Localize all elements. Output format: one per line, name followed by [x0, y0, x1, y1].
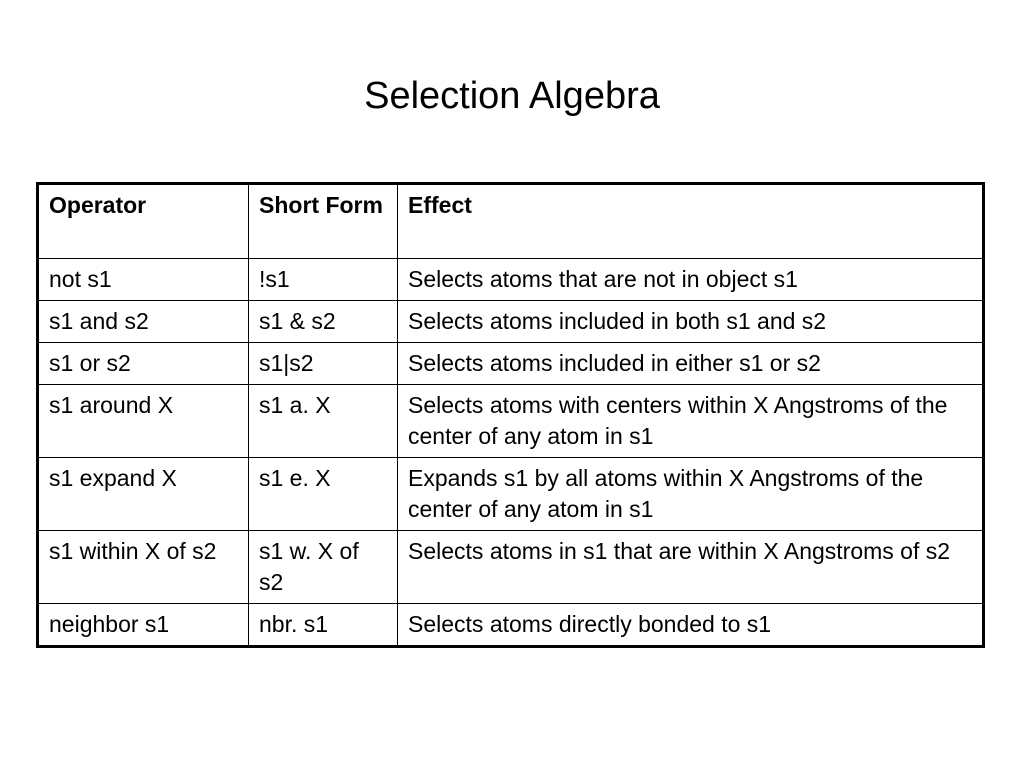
cell-operator: s1 within X of s2	[38, 531, 249, 604]
cell-short-form: nbr. s1	[249, 604, 398, 647]
table-header-row	[38, 184, 984, 259]
table-row	[38, 343, 984, 385]
table-row	[38, 301, 984, 343]
cell-effect: Selects atoms included in both s1 and s2	[398, 301, 984, 343]
cell-operator: neighbor s1	[38, 604, 249, 647]
header-short-form: Short Form	[249, 184, 398, 259]
cell-operator: s1 and s2	[38, 301, 249, 343]
table-row	[38, 458, 984, 531]
cell-short-form: s1 e. X	[249, 458, 398, 531]
table-row	[38, 531, 984, 604]
table-row	[38, 604, 984, 647]
selection-operators-table	[36, 182, 985, 648]
cell-effect: Expands s1 by all atoms within X Angstroms of the center of any atom in s1	[398, 458, 984, 531]
cell-short-form: s1 a. X	[249, 385, 398, 458]
cell-effect: Selects atoms included in either s1 or s2	[398, 343, 984, 385]
table-row	[38, 385, 984, 458]
cell-effect: Selects atoms that are not in object s1	[398, 259, 984, 301]
header-operator: Operator	[38, 184, 249, 259]
table-row	[38, 259, 984, 301]
slide-title: Selection Algebra	[364, 75, 660, 117]
cell-operator: s1 around X	[38, 385, 249, 458]
cell-effect: Selects atoms directly bonded to s1	[398, 604, 984, 647]
cell-operator: s1 or s2	[38, 343, 249, 385]
cell-effect: Selects atoms in s1 that are within X Angstroms of s2	[398, 531, 984, 604]
cell-short-form: s1 & s2	[249, 301, 398, 343]
cell-short-form: s1 w. X of s2	[249, 531, 398, 604]
cell-short-form: s1|s2	[249, 343, 398, 385]
cell-short-form: !s1	[249, 259, 398, 301]
cell-operator: not s1	[38, 259, 249, 301]
header-effect: Effect	[398, 184, 984, 259]
cell-operator: s1 expand X	[38, 458, 249, 531]
cell-effect: Selects atoms with centers within X Angstroms of the center of any atom in s1	[398, 385, 984, 458]
